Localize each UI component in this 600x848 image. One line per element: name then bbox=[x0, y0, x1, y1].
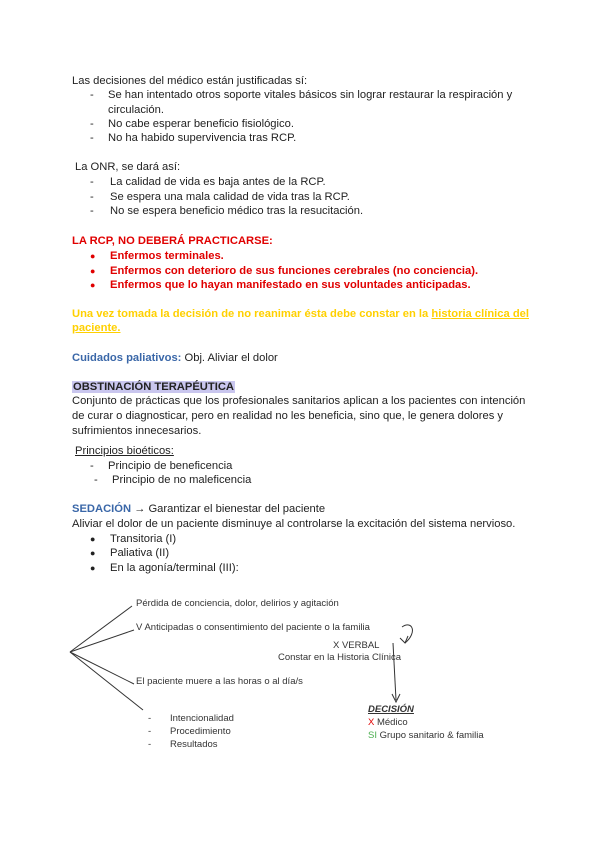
diagram-branch-3: El paciente muere a las horas o al día/s bbox=[136, 676, 303, 687]
principios-label: Principios bioéticos: bbox=[75, 445, 174, 457]
bullet-icon: ● bbox=[90, 266, 96, 276]
obstinacion-title: OBSTINACIÓN TERAPÉUTICA bbox=[73, 381, 234, 393]
sedacion-item-3: En la agonía/terminal (III): bbox=[110, 562, 239, 574]
sedacion-paragraph: Aliviar el dolor de un paciente disminuye al controlarse la excitación del sistema nervioso. bbox=[72, 518, 516, 530]
dash-marker: - bbox=[94, 474, 98, 486]
sedacion-item-2: Paliativa (II) bbox=[110, 547, 170, 559]
decision-si-mark: SI bbox=[368, 730, 377, 741]
onr-item-2: Se espera una mala calidad de vida tras la RCP. bbox=[110, 191, 350, 203]
bullet-icon: ● bbox=[90, 534, 96, 544]
branch-line-2 bbox=[70, 630, 134, 652]
obstinacion-paragraph: Conjunto de prácticas que los profesionales sanitarios aplican a los pacientes con intención de curar o diagnosticar, pero en realidad no les beneficia, sino que, le genera dolores y sufrimientos innecesarios. bbox=[72, 395, 526, 437]
dash-marker: - bbox=[90, 191, 94, 203]
sedacion-title: SEDACIÓN bbox=[72, 503, 132, 515]
decision-x-line bbox=[368, 717, 408, 729]
historia-clinica-link[interactable]: historia clínica del bbox=[431, 308, 529, 320]
note-link-cont[interactable]: paciente. bbox=[72, 322, 121, 334]
diagram-list-2: Procedimiento bbox=[170, 726, 231, 737]
sedacion-subtitle: Garantizar el bienestar del paciente bbox=[148, 503, 326, 515]
paliativos-text: Obj. Aliviar el dolor bbox=[181, 352, 278, 364]
no-rcp-heading: LA RCP, NO DEBERÁ PRACTICARSE: bbox=[72, 235, 273, 247]
dash-marker: - bbox=[90, 176, 94, 188]
dash-marker: - bbox=[90, 132, 94, 144]
decision-x-mark: X bbox=[368, 717, 375, 728]
arrow-right-icon: → bbox=[134, 503, 146, 515]
branch-line-3 bbox=[70, 652, 134, 684]
principio-1: Principio de beneficencia bbox=[108, 460, 233, 472]
diagram-constar: Constar en la Historia Clínica bbox=[278, 652, 402, 663]
decision-title: DECISIÓN bbox=[368, 704, 414, 715]
intro-item-2: No cabe esperar beneficio fisiológico. bbox=[108, 118, 294, 130]
decision-si-text: Grupo sanitario & familia bbox=[379, 730, 484, 741]
principio-2: Principio de no maleficencia bbox=[112, 474, 252, 486]
dash-marker: - bbox=[90, 205, 94, 217]
paliativos-label: Cuidados paliativos: bbox=[72, 352, 182, 364]
loop-arrow bbox=[402, 625, 412, 643]
dash-marker: - bbox=[148, 726, 152, 737]
onr-item-3: No se espera beneficio médico tras la resucitación. bbox=[110, 205, 364, 217]
onr-heading: La ONR, se dará así: bbox=[75, 161, 181, 173]
intro-item-1: Se han intentado otros soporte vitales básicos sin lograr restaurar la respiración y circulación. bbox=[108, 89, 513, 116]
diagram-verbal: X VERBAL bbox=[333, 640, 380, 651]
no-rcp-item-2: Enfermos con deterioro de sus funciones cerebrales (no conciencia). bbox=[110, 265, 479, 277]
dash-marker: - bbox=[148, 739, 152, 750]
diagram-list-1: Intencionalidad bbox=[170, 713, 234, 724]
note-text-part: Una vez tomada la decisión de no reanimar ésta debe constar en la bbox=[72, 308, 429, 320]
onr-item-1: La calidad de vida es baja antes de la RCP. bbox=[110, 176, 326, 188]
dash-marker: - bbox=[90, 460, 94, 472]
bullet-icon: ● bbox=[90, 548, 96, 558]
diagram-branch-2: V Anticipadas o consentimiento del paciente o la familia bbox=[136, 622, 370, 633]
branch-line-4 bbox=[70, 652, 143, 710]
no-rcp-item-3: Enfermos que lo hayan manifestado en sus voluntades anticipadas. bbox=[110, 279, 471, 291]
decision-x-text: Médico bbox=[376, 717, 408, 728]
branch-line-1 bbox=[70, 606, 132, 652]
no-rcp-item-1: Enfermos terminales. bbox=[110, 250, 224, 262]
bullet-icon: ● bbox=[90, 280, 96, 290]
intro-item-3: No ha habido supervivencia tras RCP. bbox=[108, 132, 297, 144]
intro-heading: Las decisiones del médico están justificadas sí: bbox=[72, 75, 308, 87]
decision-si-line bbox=[368, 730, 484, 742]
bullet-icon: ● bbox=[90, 251, 96, 261]
dash-marker: - bbox=[148, 713, 152, 724]
dash-marker: - bbox=[90, 118, 94, 130]
diagram-branch-1: Pérdida de conciencia, dolor, delirios y agitación bbox=[136, 598, 339, 609]
sedacion-item-1: Transitoria (I) bbox=[110, 533, 177, 545]
dash-marker: - bbox=[90, 89, 94, 101]
bullet-icon: ● bbox=[90, 563, 96, 573]
diagram-list-3: Resultados bbox=[170, 739, 218, 750]
